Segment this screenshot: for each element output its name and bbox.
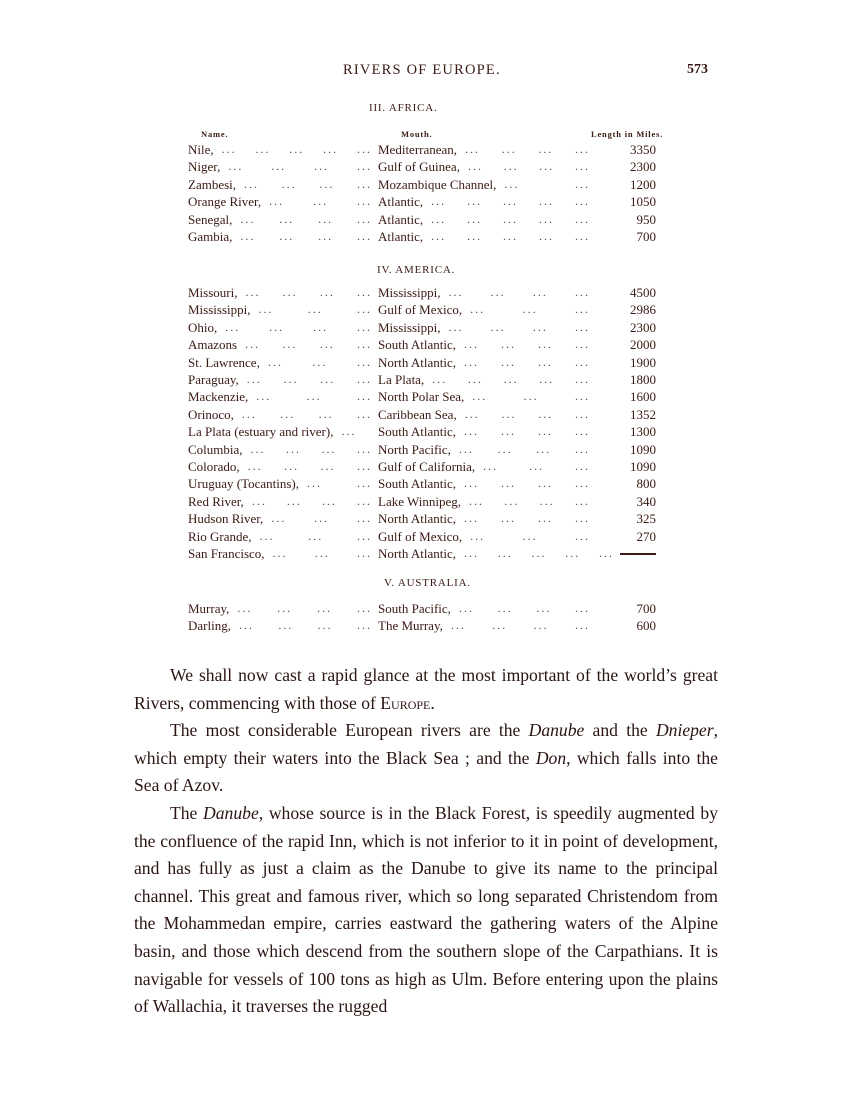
river-name: Darling, xyxy=(188,618,231,634)
river-name: Columbia, xyxy=(188,441,243,457)
leader-dots: ... ... ... ... xyxy=(448,319,590,334)
leader-dots: ... xyxy=(341,424,357,439)
river-mouth: The Murray, xyxy=(378,618,443,634)
river-mouth: Atlantic, xyxy=(378,194,424,210)
river-name: San Francisco, xyxy=(188,546,265,561)
leader-dots: ... ... ... ... ... xyxy=(431,211,590,226)
river-mouth: Atlantic, xyxy=(378,229,424,244)
paragraph xyxy=(134,662,718,717)
table-row xyxy=(188,545,708,562)
river-name: Red River, xyxy=(188,493,244,509)
leader-dots: ... ... ... ... xyxy=(464,337,590,352)
text-run: , which empty their waters into the Black Sea ; and the xyxy=(134,720,718,768)
river-length: 1050 xyxy=(630,194,656,210)
river-length: 2000 xyxy=(630,337,656,353)
river-name: Colorado, xyxy=(188,459,240,474)
leader-dots: ... ... ... ... xyxy=(450,618,590,633)
table-row xyxy=(188,458,708,475)
leader-dots: ... ... ... ... ... xyxy=(432,372,590,386)
table-row xyxy=(188,336,708,353)
leader-dots: ... ... ... xyxy=(272,546,372,560)
leader-dots: ... ... ... xyxy=(271,511,372,526)
leader-dots: ... ... xyxy=(504,176,590,191)
table-row xyxy=(188,371,708,388)
leader-dots: ... ... ... ... xyxy=(251,493,372,508)
leader-dots: ... ... ... ... ... xyxy=(431,194,590,209)
paragraph xyxy=(134,800,718,1021)
river-name: Mississippi, xyxy=(188,302,251,318)
leader-dots: ... ... ... ... xyxy=(244,176,372,191)
leader-dots: ... ... ... ... xyxy=(246,372,372,386)
section-heading: III. AFRICA. xyxy=(369,102,438,114)
table-row xyxy=(188,228,708,245)
river-length: 2300 xyxy=(630,159,656,175)
body-text xyxy=(134,662,718,1021)
section-heading: V. AUSTRALIA. xyxy=(384,577,471,589)
river-length: 1090 xyxy=(630,441,656,457)
river-mouth: North Atlantic, xyxy=(378,546,456,561)
table-row xyxy=(188,284,708,301)
leader-dots: ... ... xyxy=(307,476,372,491)
river-name: Uruguay (Tocantins), xyxy=(188,476,300,492)
river-name: La Plata (estuary and river), xyxy=(188,424,334,440)
leader-dots: ... ... ... xyxy=(470,528,590,543)
table-row xyxy=(188,176,708,193)
river-mouth: Lake Winnipeg, xyxy=(378,493,461,509)
section-heading: IV. AMERICA. xyxy=(377,264,456,276)
river-name: Zambesi, xyxy=(188,176,237,192)
column-head-mouth: Mouth. xyxy=(401,129,433,139)
river-length: 325 xyxy=(636,511,656,527)
text-run-italic: Danube xyxy=(528,720,585,741)
river-mouth: La Plata, xyxy=(378,372,425,387)
leader-dots: ... ... ... xyxy=(483,459,590,473)
leader-dots: ... ... ... ... xyxy=(458,441,590,456)
table-row xyxy=(188,354,708,371)
leader-dots: ... ... ... ... xyxy=(464,511,590,526)
leader-dots: ... ... ... ... xyxy=(467,159,590,174)
river-length: 1600 xyxy=(630,389,656,405)
leader-dots: ... ... ... ... xyxy=(464,354,590,369)
river-mouth: South Atlantic, xyxy=(378,424,456,440)
river-name: Rio Grande, xyxy=(188,528,252,544)
leader-dots: ... ... ... ... xyxy=(465,142,590,156)
river-name: Orange River, xyxy=(188,194,262,210)
river-length: 1200 xyxy=(630,176,656,192)
leader-dots: ... ... ... ... xyxy=(464,406,590,421)
text-run: and the xyxy=(584,720,656,741)
river-name: Paraguay, xyxy=(188,372,239,387)
river-mouth: South Atlantic, xyxy=(378,337,456,353)
river-length: 1352 xyxy=(630,406,656,422)
river-mouth: Caribbean Sea, xyxy=(378,406,457,422)
river-length: 700 xyxy=(636,229,656,244)
leader-dots: ... ... ... ... xyxy=(250,441,372,456)
leader-dots: ... ... ... ... xyxy=(240,211,372,226)
river-length: 1300 xyxy=(630,424,656,440)
length-dash xyxy=(620,553,656,555)
river-length: 600 xyxy=(636,618,656,634)
table-row xyxy=(188,510,708,527)
river-length: 950 xyxy=(636,211,656,227)
text-run-italic: Don xyxy=(535,747,567,768)
table-row xyxy=(188,158,708,175)
river-length: 2986 xyxy=(630,302,656,318)
leader-dots: ... ... ... ... xyxy=(228,159,372,174)
leader-dots: ... ... ... ... xyxy=(241,406,372,421)
leader-dots: ... ... ... ... xyxy=(448,285,590,299)
text-run: The most considerable European rivers are the xyxy=(170,720,529,741)
table-row xyxy=(188,423,708,440)
leader-dots: ... ... ... ... xyxy=(238,618,372,633)
leader-dots: ... ... ... xyxy=(267,354,372,369)
text-run-italic: Dnieper xyxy=(655,720,714,741)
river-mouth: Gulf of Mexico, xyxy=(378,302,463,318)
text-run: . xyxy=(430,692,435,713)
river-mouth: Gulf of Mexico, xyxy=(378,528,463,544)
river-name: Murray, xyxy=(188,601,230,616)
table-row xyxy=(188,319,708,336)
leader-dots: ... ... ... ... xyxy=(225,319,372,334)
leader-dots: ... ... ... ... xyxy=(247,459,372,473)
column-head-length: Length in Miles. xyxy=(591,129,664,139)
table-row xyxy=(188,493,708,510)
page-number: 573 xyxy=(687,62,708,77)
leader-dots: ... ... ... ... xyxy=(245,337,372,352)
table-row xyxy=(188,528,708,545)
river-length: 2300 xyxy=(630,319,656,335)
river-length: 270 xyxy=(636,528,656,544)
text-run: We shall now cast a rapid glance at the most important of the world’s great Rivers, commencing with those of xyxy=(134,665,718,713)
running-title: RIVERS OF EUROPE. xyxy=(343,62,501,78)
leader-dots: ... ... ... ... ... xyxy=(464,546,614,560)
leader-dots: ... ... ... xyxy=(472,389,590,404)
river-mouth: North Pacific, xyxy=(378,441,451,457)
river-length: 3350 xyxy=(630,142,656,157)
river-length: 1900 xyxy=(630,354,656,370)
river-length: 700 xyxy=(636,601,656,616)
river-name: Orinoco, xyxy=(188,406,234,422)
text-run: , whose source is in the Black Forest, is speedily augmented by the confluence of the rapid Inn, which is not inferior to it in point of development, and has fully as just a claim as the Danube to give its name to the principal channel. This great and famous river, which so long separated Christendom from the Mohammedan empire, carries eastward the gathering waters of the Alpine basin, and those which descend from the southern slope of the Carpathians. It is navigable for vessels of 100 tons as high as Ulm. Before entering upon the plains of Wallachia, it traverses the rugged xyxy=(134,802,718,1017)
table-row xyxy=(188,141,708,158)
leader-dots: ... ... ... ... xyxy=(237,601,372,615)
text-run: The xyxy=(170,802,204,823)
running-head xyxy=(0,62,850,84)
leader-dots: ... ... ... xyxy=(258,302,372,317)
leader-dots: ... ... ... ... xyxy=(245,285,372,299)
river-mouth: North Atlantic, xyxy=(378,511,456,527)
leader-dots: ... ... ... ... ... xyxy=(221,142,372,156)
river-name: Nile, xyxy=(188,142,214,157)
leader-dots: ... ... ... xyxy=(259,528,372,543)
river-name: Missouri, xyxy=(188,285,238,300)
leader-dots: ... ... ... ... xyxy=(464,476,590,491)
river-name: Gambia, xyxy=(188,229,233,244)
table-row xyxy=(188,406,708,423)
river-mouth: Mississippi, xyxy=(378,319,441,335)
leader-dots: ... ... ... ... xyxy=(464,424,590,439)
table-row xyxy=(188,475,708,492)
river-mouth: Gulf of California, xyxy=(378,459,476,474)
river-mouth: Mississippi, xyxy=(378,285,441,300)
table-row xyxy=(188,617,708,634)
leader-dots: ... ... ... xyxy=(470,302,590,317)
leader-dots: ... ... ... ... xyxy=(458,601,590,615)
river-name: Amazons xyxy=(188,337,238,353)
river-mouth: South Atlantic, xyxy=(378,476,456,492)
river-length: 4500 xyxy=(630,285,656,300)
river-length: 1800 xyxy=(630,372,656,387)
river-name: Senegal, xyxy=(188,211,233,227)
river-name: Hudson River, xyxy=(188,511,264,527)
text-run-italic: Danube xyxy=(203,802,259,823)
river-length: 800 xyxy=(636,476,656,492)
river-mouth: North Polar Sea, xyxy=(378,389,465,405)
table-row xyxy=(188,301,708,318)
leader-dots: ... ... ... xyxy=(256,389,372,404)
river-name: St. Lawrence, xyxy=(188,354,260,370)
leader-dots: ... ... ... xyxy=(269,194,372,209)
river-mouth: Mediterranean, xyxy=(378,142,458,157)
text-run: , which falls into the Sea of Azov. xyxy=(134,747,718,796)
river-name: Ohio, xyxy=(188,319,218,335)
table-row xyxy=(188,388,708,405)
leader-dots: ... ... ... ... xyxy=(469,493,590,508)
column-head-name: Name. xyxy=(201,129,229,139)
river-name: Niger, xyxy=(188,159,221,175)
text-run-small-caps: Europe xyxy=(380,692,431,713)
river-mouth: Atlantic, xyxy=(378,211,424,227)
river-mouth: South Pacific, xyxy=(378,601,451,616)
river-length: 1090 xyxy=(630,459,656,474)
river-mouth: North Atlantic, xyxy=(378,354,456,370)
paragraph xyxy=(134,717,718,800)
table-row xyxy=(188,441,708,458)
leader-dots: ... ... ... ... ... xyxy=(431,229,590,243)
river-name: Mackenzie, xyxy=(188,389,249,405)
leader-dots: ... ... ... ... xyxy=(240,229,372,243)
river-length: 340 xyxy=(636,493,656,509)
river-mouth: Mozambique Channel, xyxy=(378,176,497,192)
table-row xyxy=(188,193,708,210)
river-mouth: Gulf of Guinea, xyxy=(378,159,460,175)
table-row xyxy=(188,211,708,228)
table-row xyxy=(188,600,708,617)
